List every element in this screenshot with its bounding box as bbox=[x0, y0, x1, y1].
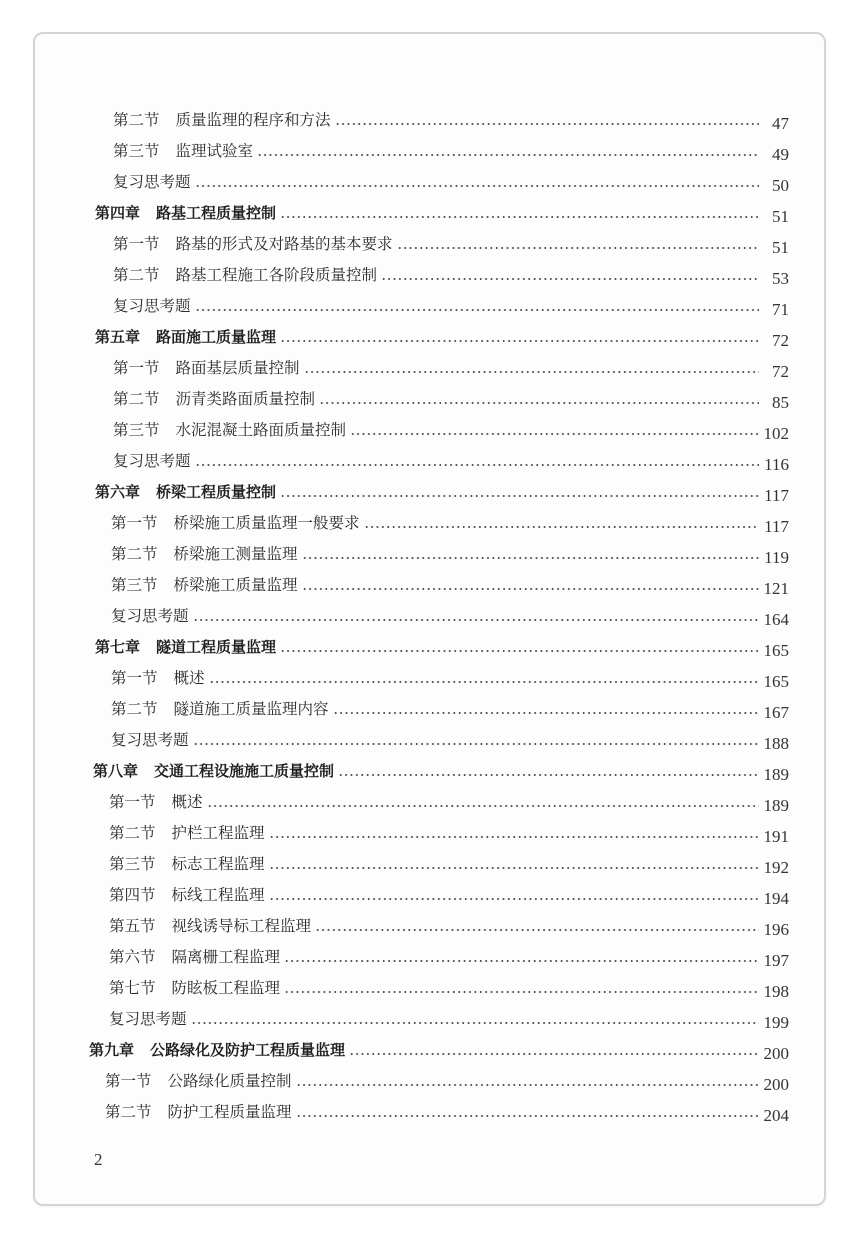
dot-leader bbox=[381, 278, 759, 280]
dot-leader bbox=[257, 154, 759, 156]
toc-entry-number: 第一节 bbox=[113, 359, 160, 377]
toc-entry-page: 200 bbox=[763, 1075, 789, 1094]
toc-entry-title: 桥梁施工质量监理 bbox=[173, 576, 298, 594]
toc-entry-page: 165 bbox=[763, 641, 789, 660]
toc-entry bbox=[109, 784, 789, 815]
dot-leader bbox=[195, 309, 759, 311]
toc-entry-page: 85 bbox=[772, 393, 789, 412]
dot-leader bbox=[302, 588, 759, 590]
dot-leader bbox=[269, 898, 759, 900]
toc-entry-number: 第二节 bbox=[113, 390, 160, 408]
toc-entry-page: 189 bbox=[763, 796, 789, 815]
toc-entry bbox=[109, 815, 789, 846]
toc-entry-title: 标志工程监理 bbox=[171, 855, 265, 873]
toc-entry-title: 防眩板工程监理 bbox=[171, 979, 281, 997]
toc-entry-review bbox=[109, 1001, 789, 1032]
dot-leader bbox=[280, 495, 759, 497]
toc-entry-title: 复习思考题 bbox=[113, 297, 191, 315]
toc-entry bbox=[113, 226, 789, 257]
toc-entry-number: 第二节 bbox=[113, 266, 160, 284]
toc-entry bbox=[111, 567, 789, 598]
toc-entry-page: 72 bbox=[772, 331, 789, 350]
toc-entry-title: 防护工程质量监理 bbox=[167, 1103, 292, 1121]
toc-entry-page: 167 bbox=[763, 703, 789, 722]
toc-entry-page: 116 bbox=[764, 455, 789, 474]
toc-entry-title: 复习思考题 bbox=[111, 607, 189, 625]
toc-entry-page: 53 bbox=[772, 269, 789, 288]
dot-leader bbox=[296, 1084, 759, 1086]
toc-entry bbox=[109, 939, 789, 970]
toc-chapter-number: 第九章 bbox=[89, 1041, 135, 1059]
toc-entry-title: 桥梁施工测量监理 bbox=[173, 545, 298, 563]
dot-leader bbox=[269, 836, 759, 838]
toc-entry-number: 第三节 bbox=[113, 142, 160, 160]
toc-entry-page: 192 bbox=[763, 858, 789, 877]
toc-entry bbox=[105, 1094, 789, 1125]
toc-entry-page: 102 bbox=[763, 424, 789, 443]
toc-entry-title: 水泥混凝土路面质量控制 bbox=[175, 421, 347, 439]
toc-entry bbox=[113, 257, 789, 288]
toc-entry-page: 117 bbox=[764, 517, 789, 536]
toc-entry-title: 视线诱导标工程监理 bbox=[171, 917, 312, 935]
toc-chapter-title: 隧道工程质量监理 bbox=[156, 638, 277, 656]
dot-leader bbox=[191, 1022, 759, 1024]
toc-entry bbox=[111, 536, 789, 567]
dot-leader bbox=[364, 526, 759, 528]
toc-entry-review bbox=[113, 164, 789, 195]
toc-entry-title: 标线工程监理 bbox=[171, 886, 265, 904]
toc-entry-page: 51 bbox=[772, 238, 789, 257]
toc-chapter-title: 桥梁工程质量控制 bbox=[156, 483, 277, 501]
toc-entry-page: 121 bbox=[763, 579, 789, 598]
toc-entry bbox=[113, 412, 789, 443]
dot-leader bbox=[269, 867, 759, 869]
toc-entry-page: 188 bbox=[763, 734, 789, 753]
toc-entry-title: 质量监理的程序和方法 bbox=[175, 111, 331, 129]
toc-entry bbox=[111, 660, 789, 691]
toc-entry-title: 路面基层质量控制 bbox=[175, 359, 300, 377]
toc-entry-number: 第二节 bbox=[105, 1103, 152, 1121]
toc-entry-page: 191 bbox=[763, 827, 789, 846]
dot-leader bbox=[195, 185, 759, 187]
toc-entry-title: 隧道施工质量监理内容 bbox=[173, 700, 329, 718]
dot-leader bbox=[193, 743, 759, 745]
toc-entry-page: 47 bbox=[772, 114, 789, 133]
toc-entry-page: 165 bbox=[763, 672, 789, 691]
toc-entry-review bbox=[113, 288, 789, 319]
toc-entry-number: 第二节 bbox=[109, 824, 156, 842]
dot-leader bbox=[284, 960, 759, 962]
toc-entry-title: 概述 bbox=[173, 669, 205, 687]
toc-entry-title: 监理试验室 bbox=[175, 142, 254, 160]
toc-chapter-number: 第八章 bbox=[93, 762, 139, 780]
toc-entry-number: 第一节 bbox=[111, 514, 158, 532]
toc-chapter bbox=[93, 753, 789, 784]
toc-entry-number: 第一节 bbox=[111, 669, 158, 687]
toc-entry bbox=[113, 102, 789, 133]
dot-leader bbox=[333, 712, 759, 714]
toc-entry-review bbox=[111, 598, 789, 629]
toc-chapter-number: 第五章 bbox=[95, 328, 141, 346]
toc-entry-number: 第一节 bbox=[109, 793, 156, 811]
dot-leader bbox=[296, 1115, 759, 1117]
toc-entry-number: 第七节 bbox=[109, 979, 156, 997]
toc-entry bbox=[109, 877, 789, 908]
toc-entry bbox=[113, 133, 789, 164]
toc-entry-page: 204 bbox=[763, 1106, 789, 1125]
toc-entry-number: 第一节 bbox=[105, 1072, 152, 1090]
toc-entry-page: 72 bbox=[772, 362, 789, 381]
toc-chapter-title: 交通工程设施施工质量控制 bbox=[154, 762, 335, 780]
toc-chapter bbox=[95, 474, 789, 505]
toc-entry bbox=[109, 846, 789, 877]
toc-entry-title: 公路绿化质量控制 bbox=[167, 1072, 292, 1090]
toc-entry bbox=[109, 970, 789, 1001]
dot-leader bbox=[280, 216, 759, 218]
toc-entry-page: 197 bbox=[763, 951, 789, 970]
dot-leader bbox=[315, 929, 759, 931]
toc-entry-page: 50 bbox=[772, 176, 789, 195]
toc-entry-page: 200 bbox=[763, 1044, 789, 1063]
toc-entry-title: 桥梁施工质量监理一般要求 bbox=[173, 514, 360, 532]
toc-entry-title: 路基工程施工各阶段质量控制 bbox=[175, 266, 378, 284]
toc-entry-number: 第四节 bbox=[109, 886, 156, 904]
toc-entry-page: 199 bbox=[763, 1013, 789, 1032]
toc-entry-number: 第三节 bbox=[113, 421, 160, 439]
toc-entry-page: 119 bbox=[764, 548, 789, 567]
toc-entry bbox=[109, 908, 789, 939]
toc-entry bbox=[111, 691, 789, 722]
toc-entry-page: 117 bbox=[764, 486, 789, 505]
toc-entry-number: 第一节 bbox=[113, 235, 160, 253]
toc-entry-title: 复习思考题 bbox=[113, 452, 191, 470]
toc-entry-number: 第二节 bbox=[111, 545, 158, 563]
dot-leader bbox=[193, 619, 759, 621]
dot-leader bbox=[338, 774, 759, 776]
toc-chapter-number: 第七章 bbox=[95, 638, 141, 656]
toc-entry-title: 概述 bbox=[171, 793, 203, 811]
toc-chapter bbox=[95, 319, 789, 350]
toc-entry-page: 198 bbox=[763, 982, 789, 1001]
dot-leader bbox=[304, 371, 759, 373]
toc-entry-number: 第三节 bbox=[109, 855, 156, 873]
toc-chapter-title: 路面施工质量监理 bbox=[156, 328, 277, 346]
dot-leader bbox=[335, 123, 759, 125]
toc-entry-number: 第三节 bbox=[111, 576, 158, 594]
toc-entry-review bbox=[113, 443, 789, 474]
toc-entry-page: 49 bbox=[772, 145, 789, 164]
toc-entry bbox=[113, 350, 789, 381]
dot-leader bbox=[397, 247, 759, 249]
toc-entry-title: 复习思考题 bbox=[111, 731, 189, 749]
toc-entry-number: 第六节 bbox=[109, 948, 156, 966]
toc-entry bbox=[111, 505, 789, 536]
dot-leader bbox=[302, 557, 759, 559]
toc-entry-page: 51 bbox=[772, 207, 789, 226]
toc-entry-number: 第二节 bbox=[111, 700, 158, 718]
dot-leader bbox=[195, 464, 759, 466]
toc-entry-page: 196 bbox=[763, 920, 789, 939]
toc-entry-number: 第五节 bbox=[109, 917, 156, 935]
toc-chapter-number: 第四章 bbox=[95, 204, 141, 222]
dot-leader bbox=[349, 1053, 759, 1055]
dot-leader bbox=[209, 681, 759, 683]
toc-chapter-title: 路基工程质量控制 bbox=[156, 204, 277, 222]
toc-entry-title: 沥青类路面质量控制 bbox=[175, 390, 316, 408]
dot-leader bbox=[319, 402, 759, 404]
toc-entry-page: 164 bbox=[763, 610, 789, 629]
dot-leader bbox=[207, 805, 759, 807]
toc-entry-page: 189 bbox=[763, 765, 789, 784]
toc-entry bbox=[113, 381, 789, 412]
toc-entry-review bbox=[111, 722, 789, 753]
toc-entry-page: 71 bbox=[772, 300, 789, 319]
toc-chapter-title: 公路绿化及防护工程质量监理 bbox=[150, 1041, 346, 1059]
toc-chapter bbox=[95, 195, 789, 226]
page-number: 2 bbox=[94, 1150, 103, 1169]
toc-chapter bbox=[95, 629, 789, 660]
toc-entry-page: 194 bbox=[763, 889, 789, 908]
toc-entry-title: 护栏工程监理 bbox=[171, 824, 265, 842]
toc-chapter-number: 第六章 bbox=[95, 483, 141, 501]
toc-entry-title: 复习思考题 bbox=[113, 173, 191, 191]
dot-leader bbox=[350, 433, 759, 435]
dot-leader bbox=[284, 991, 759, 993]
toc-entry-title: 复习思考题 bbox=[109, 1010, 187, 1028]
toc-entry bbox=[105, 1063, 789, 1094]
toc-chapter bbox=[89, 1032, 789, 1063]
book-page bbox=[33, 32, 826, 1206]
toc-entry-title: 路基的形式及对路基的基本要求 bbox=[175, 235, 393, 253]
dot-leader bbox=[280, 650, 759, 652]
toc-entry-title: 隔离栅工程监理 bbox=[171, 948, 281, 966]
toc-entry-number: 第二节 bbox=[113, 111, 160, 129]
dot-leader bbox=[280, 340, 759, 342]
